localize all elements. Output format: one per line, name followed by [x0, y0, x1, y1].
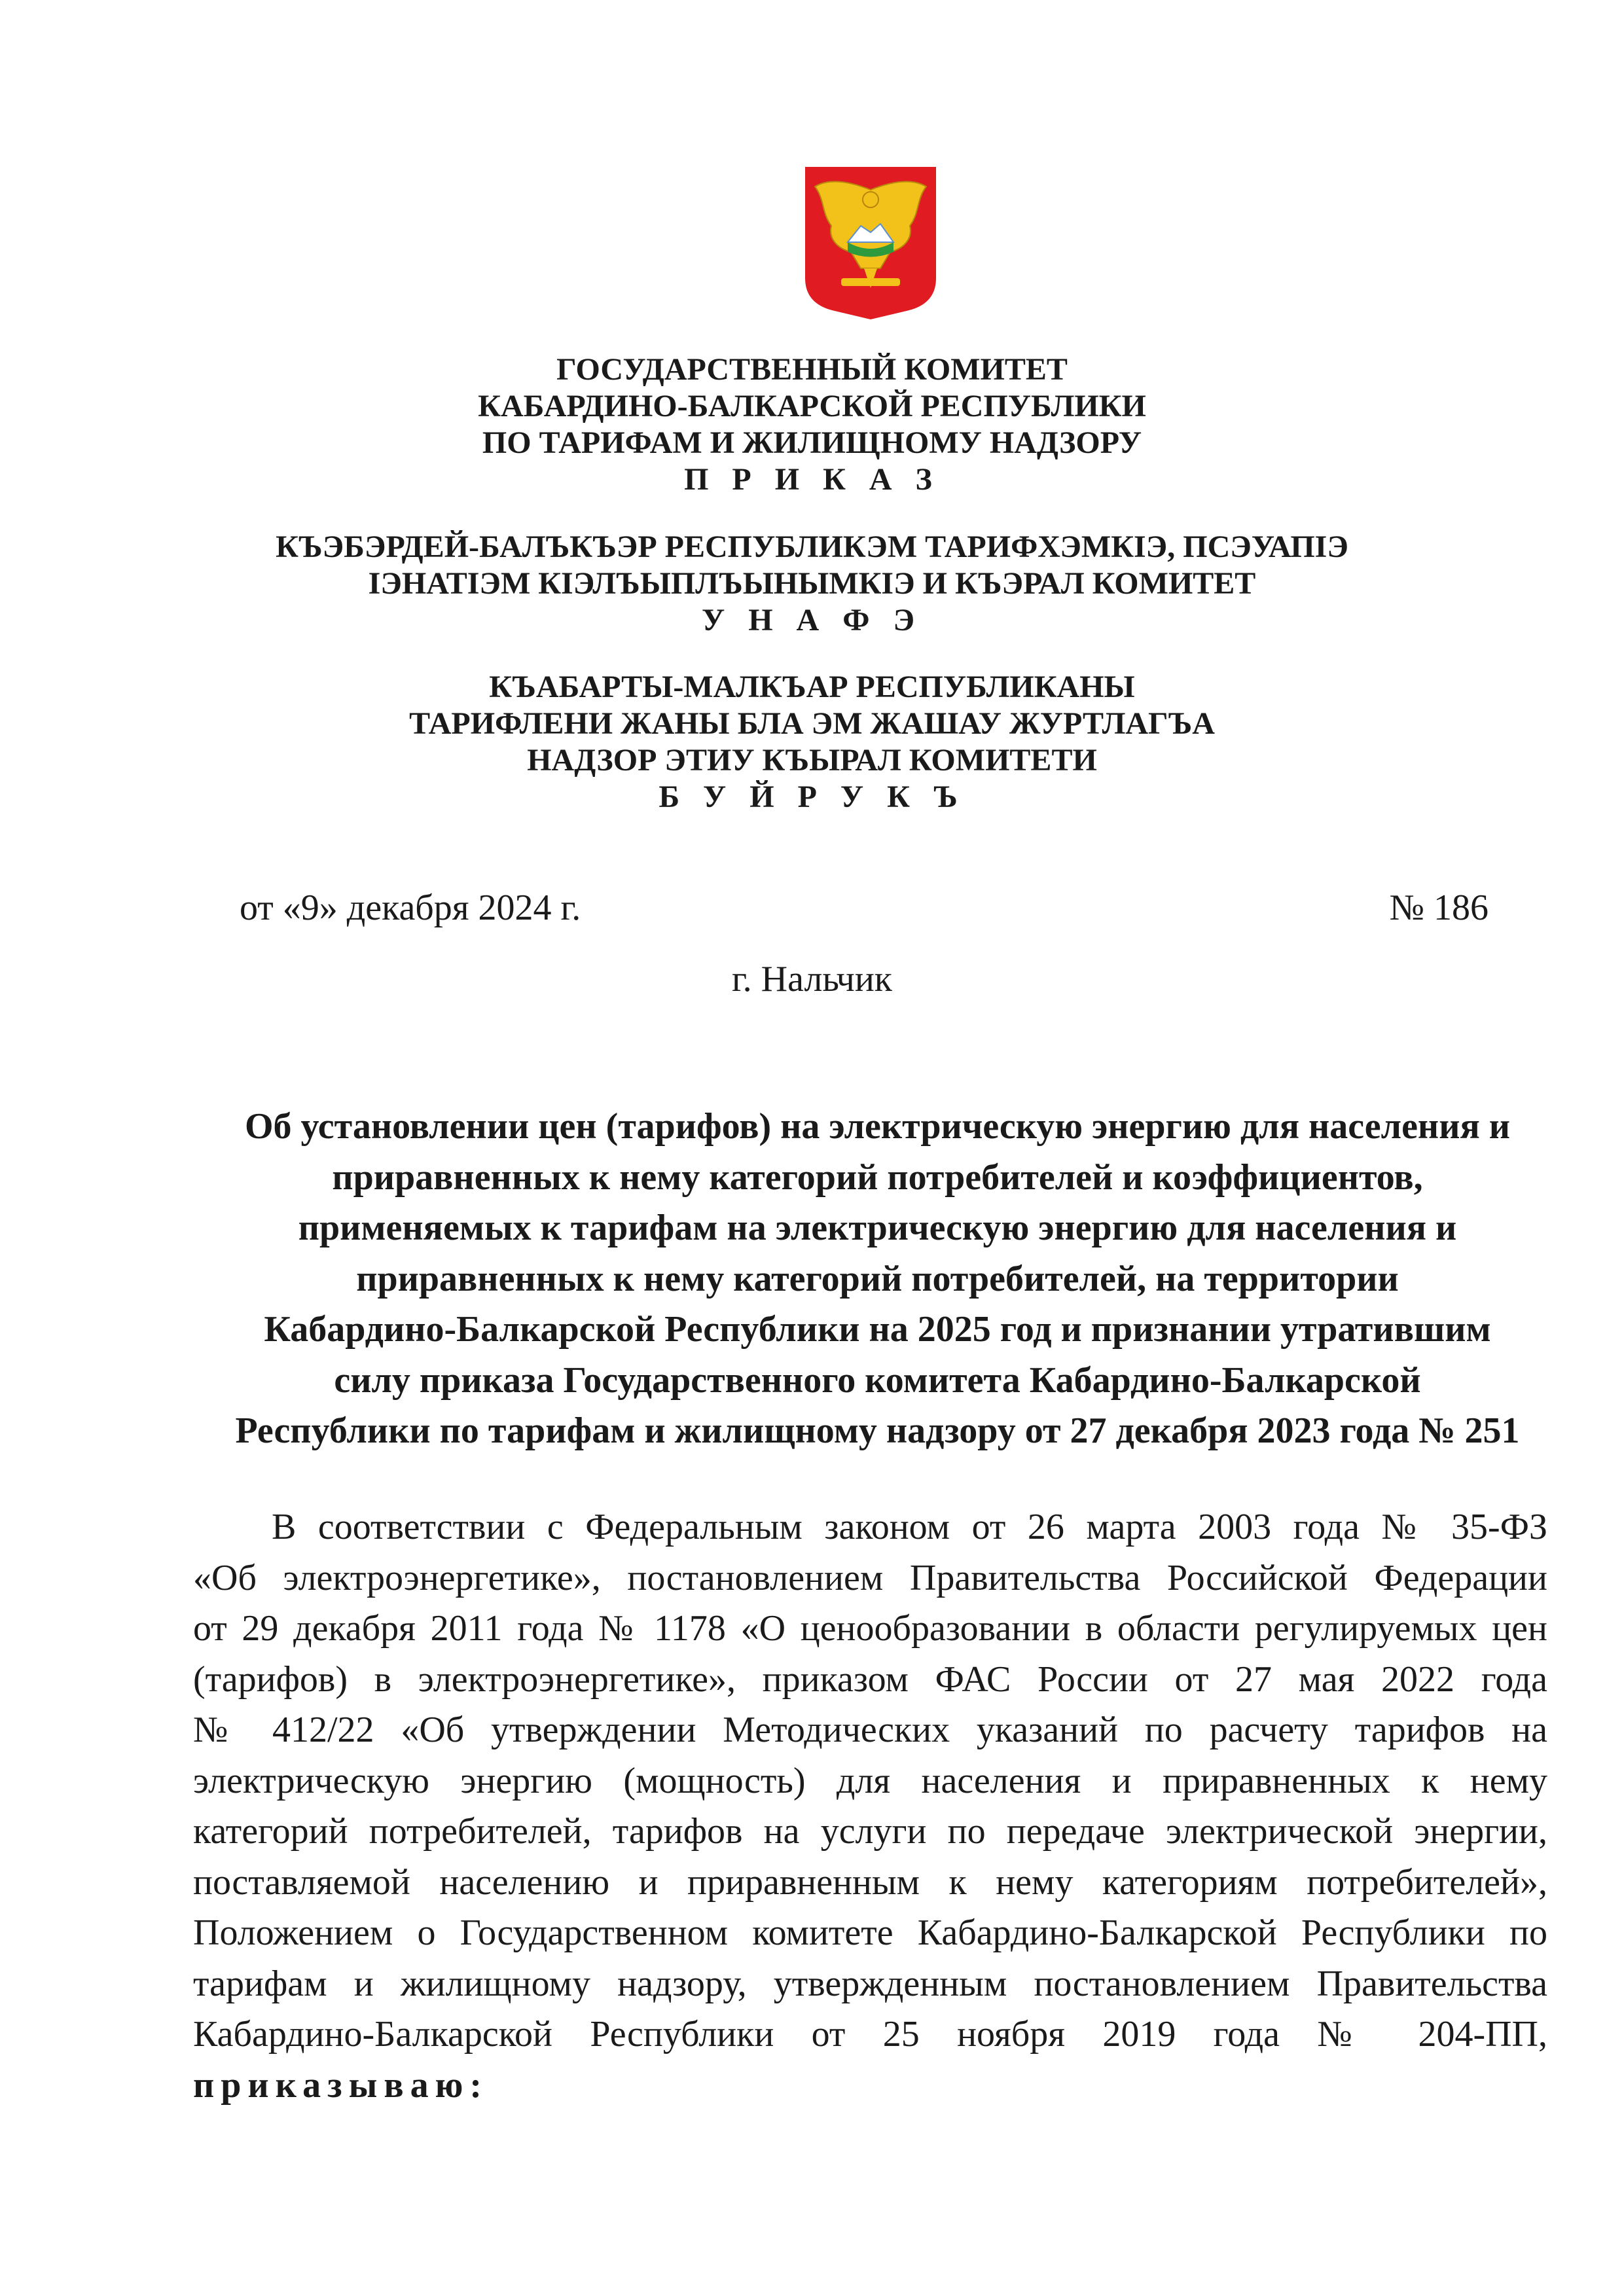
header-line: НАДЗОР ЭТИУ КЪЫРАЛ КОМИТЕТИ — [527, 743, 1097, 778]
doc-type-ru: П Р И К А З — [684, 462, 940, 497]
body-line: (тарифов) в электроэнергетике», приказом ФАС России от 27 мая 2022 года — [193, 1659, 1547, 1700]
order-date: от «9» декабря 2024 г. — [240, 888, 581, 928]
body-line: тарифам и жилищному надзору, утвержденным постановлением Правительства — [193, 1963, 1547, 2004]
header-line: IЭНАТIЭМ КIЭЛЪЫПЛЪЫНЫМКIЭ И КЪЭРАЛ КОМИТЕТ — [368, 566, 1256, 601]
body-line: Кабардино-Балкарской Республики от 25 ноября 2019 года № 204-ПП, — [193, 2014, 1547, 2054]
body-line: В соответствии с Федеральным законом от 26 марта 2003 года № 35-ФЗ — [272, 1507, 1547, 1547]
doc-type-krc: Б У Й Р У К Ъ — [659, 780, 965, 814]
header-line: КАБАРДИНО-БАЛКАРСКОЙ РЕСПУБЛИКИ — [478, 389, 1146, 423]
city: г. Нальчик — [732, 959, 892, 999]
preamble — [193, 1502, 1547, 2111]
closing-word: приказываю: — [193, 2064, 489, 2106]
header-line: ПО ТАРИФАМ И ЖИЛИЩНОМУ НАДЗОРУ — [482, 425, 1142, 460]
body-line: поставляемой населению и приравненным к нему категориям потребителей», — [193, 1861, 1547, 1903]
title-line: Республики по тарифам и жилищному надзору от 27 декабря 2023 года № 251 — [235, 1410, 1520, 1451]
title-line: Кабардино-Балкарской Республики на 2025 год и признании утратившим — [264, 1309, 1491, 1350]
body-line: Положением о Государственном комитете Кабардино-Балкарской Республики по — [193, 1912, 1547, 1953]
order-number: № 186 — [1389, 888, 1489, 928]
header-line: КЪЭБЭРДЕЙ-БАЛЪКЪЭР РЕСПУБЛИКЭМ ТАРИФХЭМКIЭ, ПСЭУАПIЭ — [276, 529, 1348, 564]
body-line: № 412/22 «Об утверждении Методических указаний по расчету тарифов на — [193, 1710, 1547, 1750]
title-line: применяемых к тарифам на электрическую энергию для населения и — [298, 1208, 1457, 1248]
committee-name-kbd — [0, 529, 1624, 639]
title-line: приравненных к нему категорий потребителей и коэффициентов, — [332, 1157, 1423, 1198]
title-line: силу приказа Государственного комитета Кабардино-Балкарской — [334, 1359, 1421, 1401]
committee-name-krc — [0, 669, 1624, 816]
body-line: категорий потребителей, тарифов на услуги по передаче электрической энергии, — [193, 1811, 1547, 1852]
header-line: ГОСУДАРСТВЕННЫЙ КОМИТЕТ — [556, 352, 1068, 387]
coat-of-arms — [802, 164, 939, 321]
committee-name-ru — [0, 351, 1624, 498]
body-line: электрическую энергию (мощность) для населения и приравненных к нему — [193, 1760, 1547, 1801]
title-line: приравненных к нему категорий потребителей, на территории — [356, 1258, 1399, 1299]
order-title — [164, 1102, 1591, 1457]
header-line: КЪАБАРТЫ-МАЛКЪАР РЕСПУБЛИКАНЫ — [489, 670, 1135, 704]
body-line: «Об электроэнергетике», постановлением Правительства Российской Федерации — [193, 1557, 1547, 1598]
body-line: от 29 декабря 2011 года № 1178 «О ценообразовании в области регулируемых цен — [193, 1608, 1547, 1649]
header-line: ТАРИФЛЕНИ ЖАНЫ БЛА ЭМ ЖАШАУ ЖУРТЛАГЪА — [409, 706, 1215, 741]
title-line: Об установлении цен (тарифов) на электрическую энергию для населения и — [244, 1106, 1511, 1147]
closing-line — [193, 2060, 1547, 2111]
doc-type-kbd: У Н А Ф Э — [701, 603, 922, 637]
